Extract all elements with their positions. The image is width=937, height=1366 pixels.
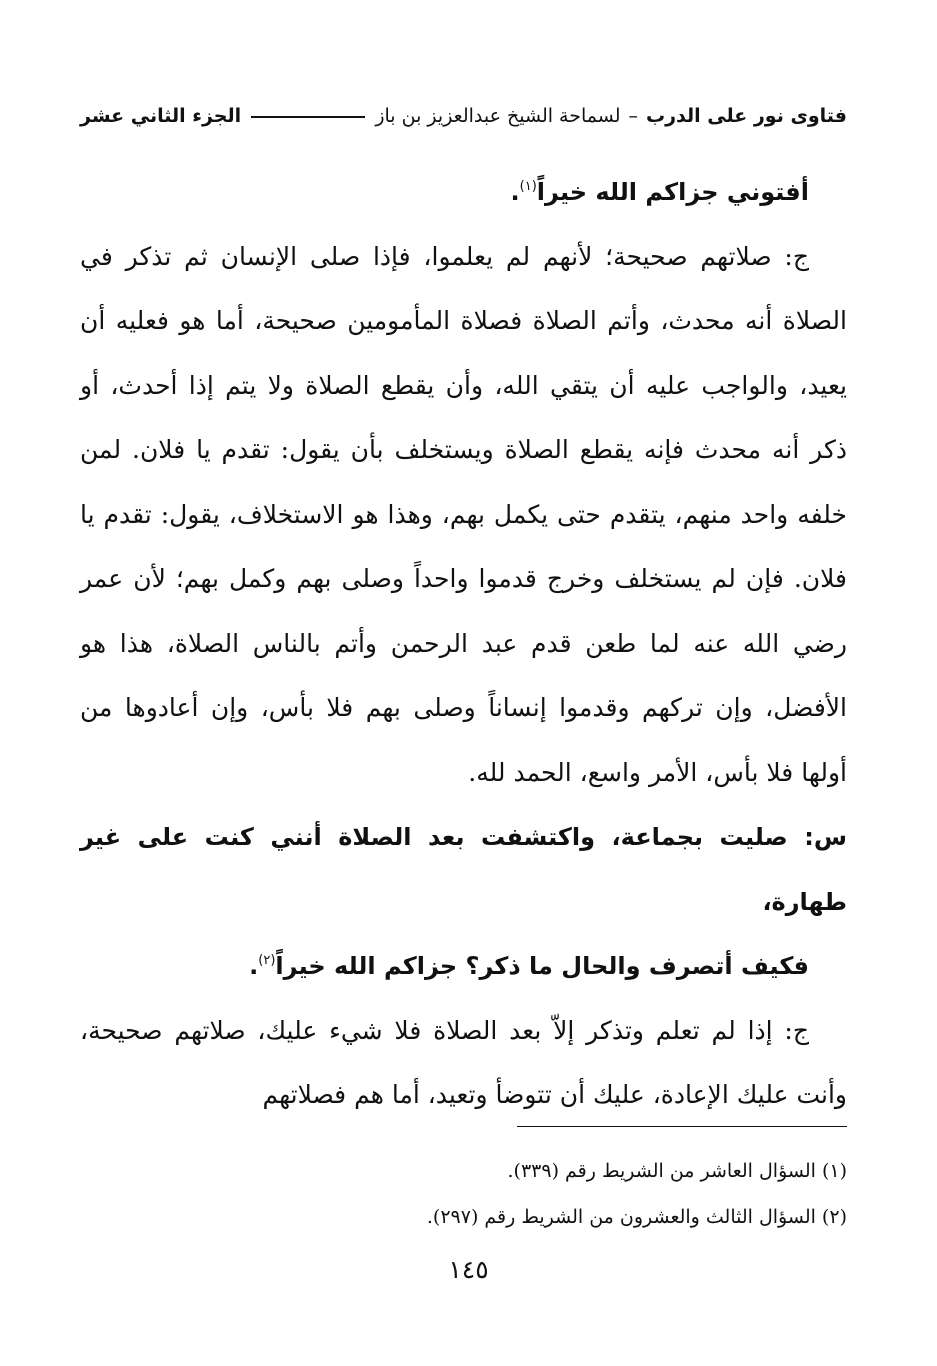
header-part: الجزء الثاني عشر	[80, 105, 242, 127]
footnote-ref-1: (١)	[519, 179, 537, 194]
answer-1: ج: صلاتهم صحيحة؛ لأنهم لم يعلموا، فإذا صلى الإنسان ثم تذكر في الصلاة أنه محدث، وأتم الصلاة فصلاة المأمومين صحيحة، أما هو فعليه أن يعيد، والواجب عليه أن يتقي الله، وأن يقطع الصلاة ولا يتم إذا أحدث، أو ذكر أنه محدث فإنه يقطع الصلاة ويستخلف بأن يقول: تقدم يا فلان. لمن خلفه واحد منهم، يتقدم حتى يكمل بهم، وهذا هو الاستخلاف، يقول: تقدم يا فلان. فإن لم يستخلف وخرج قدموا واحداً وصلى بهم وكمل بهم؛ لأن عمر رضي الله عنه لما طعن قدم عبد الرحمن وأتم بالناس الصلاة، هذا هو الأفضل، وإن تركهم وقدموا إنساناً وصلى بهم فلا بأس، وإن أعادوها من أولها فلا بأس، الأمر واسع، الحمد لله.	[80, 241, 847, 787]
header-book-title: فتاوى نور على الدرب	[646, 105, 847, 127]
footnotes	[80, 1148, 847, 1240]
question-1-tail: أفتوني جزاكم الله خيراً$^{(١)}$.	[510, 178, 809, 206]
answer-2: ج: إذا لم تعلم وتذكر إلاّ بعد الصلاة فلا شيء عليك، صلاتهم صحيحة، وأنت عليك الإعادة، عليك أن تتوضأ وتعيد، أما هم فصلاتهم	[80, 1015, 847, 1109]
footnote-ref-2: (٢)	[258, 953, 276, 968]
main-text	[80, 160, 847, 1128]
footnote-2: (٢) السؤال الثالث والعشرون من الشريط رقم (٢٩٧).	[426, 1206, 847, 1228]
header-rule	[251, 116, 365, 118]
footnote-1: (١) السؤال العاشر من الشريط رقم (٣٣٩).	[507, 1160, 847, 1182]
question-2-line-2: فكيف أتصرف والحال ما ذكر؟ جزاكم الله خيراً$^{(٢)}$.	[249, 952, 809, 980]
header-author: لسماحة الشيخ عبدالعزيز بن باز	[375, 105, 621, 127]
page-number: ١٤٥	[448, 1255, 489, 1284]
question-2-line-1: س: صليت بجماعة، واكتشفت بعد الصلاة أنني كنت على غير طهارة،	[80, 823, 847, 916]
running-header	[80, 98, 847, 134]
header-separator: –	[628, 105, 638, 127]
footnote-separator	[517, 1126, 847, 1127]
